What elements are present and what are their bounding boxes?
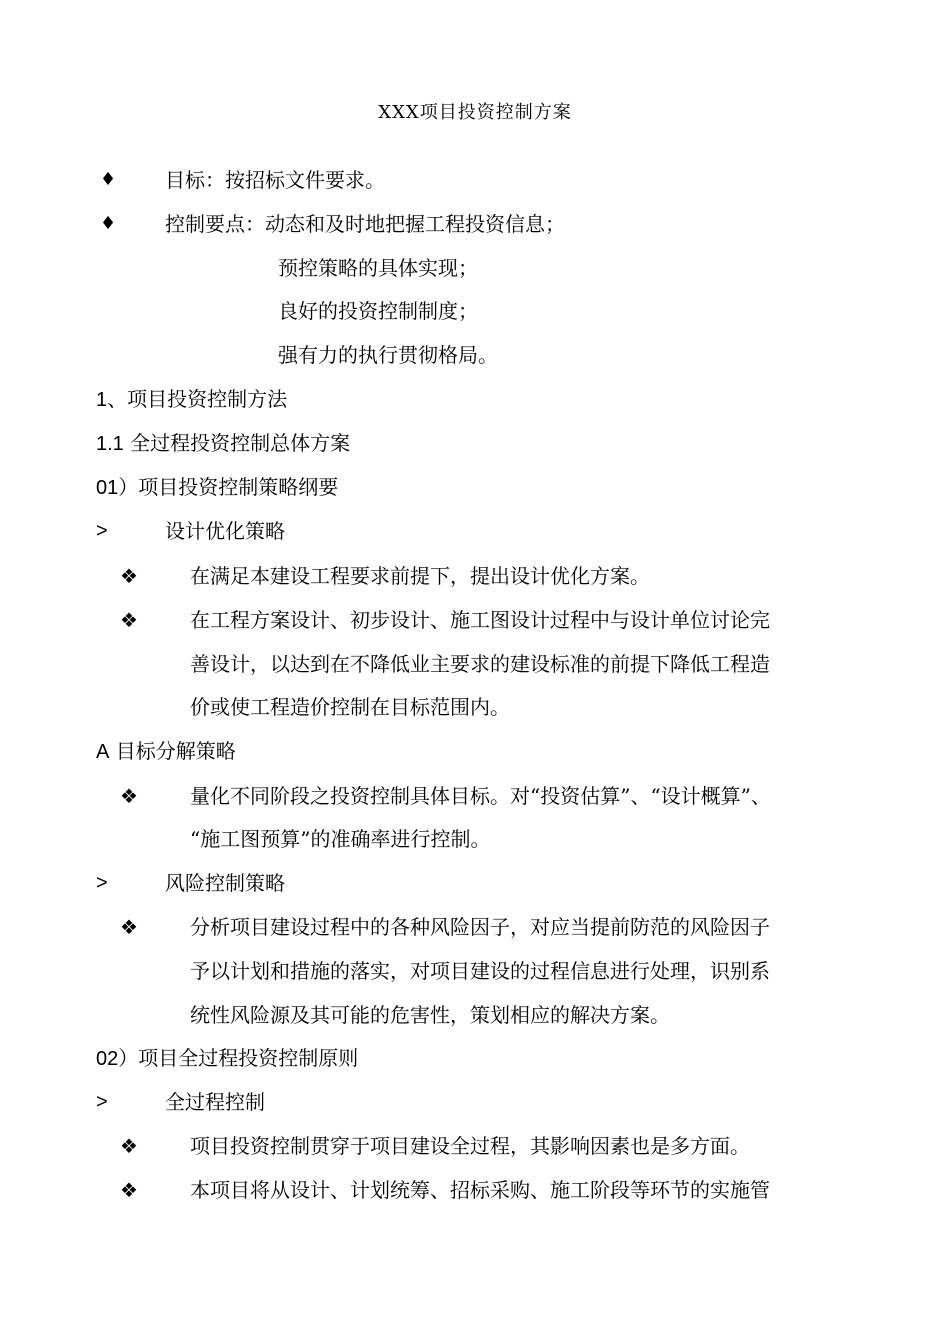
star-bullet-icon: ❖	[120, 915, 138, 939]
design-opt-heading: 设计优化策略	[165, 519, 285, 543]
heading-text: 目标分解策略	[109, 739, 236, 763]
control-point-3: 强有力的执行贯彻格局。	[278, 343, 498, 367]
gt-bullet-icon: >	[96, 520, 108, 542]
star-bullet-icon: ❖	[120, 784, 138, 808]
gt-bullet-icon: >	[96, 1091, 108, 1113]
full-process-item-2: 本项目将从设计、计划统筹、招标采购、施工阶段等环节的实施管	[190, 1178, 770, 1202]
section-title: 全过程投资控制总体方案	[123, 431, 351, 455]
risk-line-1: 分析项目建设过程中的各种风险因子，对应当提前防范的风险因子	[190, 915, 770, 939]
control-point-1: 预控策略的具体实现；	[278, 256, 478, 280]
section-1-1-heading	[96, 431, 350, 456]
page-title: XXX项目投资控制方案	[378, 102, 572, 123]
target-decomp-heading	[96, 739, 236, 764]
subsection-02-heading	[96, 1046, 358, 1071]
gt-bullet-icon: >	[96, 872, 108, 894]
goal-text: 目标：按招标文件要求。	[165, 168, 385, 192]
subsection-title: ）项目投资控制策略纲要	[118, 475, 339, 499]
risk-line-3: 统性风险源及其可能的危害性，策划相应的解决方案。	[190, 1003, 670, 1027]
risk-heading: 风险控制策略	[165, 871, 285, 895]
section-title: 、项目投资控制方法	[107, 387, 288, 411]
subsection-number: 02	[96, 1048, 119, 1070]
section-number: 1	[96, 389, 108, 411]
design-opt-item-1: 在满足本建设工程要求前提下，提出设计优化方案。	[190, 564, 650, 588]
star-bullet-icon: ❖	[120, 608, 138, 632]
section-number: 1.1	[96, 433, 124, 455]
target-decomp-line-1: 量化不同阶段之投资控制具体目标。对“投资估算”、“设计概算”、	[190, 784, 771, 808]
star-bullet-icon: ❖	[120, 1178, 138, 1202]
diamond-bullet-icon: ♦	[100, 213, 117, 234]
subsection-number: 01	[96, 477, 119, 499]
subsection-title: ）项目全过程投资控制原则	[118, 1046, 359, 1070]
star-bullet-icon: ❖	[120, 1134, 138, 1158]
subsection-01-heading	[96, 475, 338, 500]
design-opt-item-2-line-3: 价或使工程造价控制在目标范围内。	[190, 695, 510, 719]
heading-letter: A	[96, 741, 110, 763]
full-process-item-1: 项目投资控制贯穿于项目建设全过程，其影响因素也是多方面。	[190, 1134, 750, 1158]
full-process-heading: 全过程控制	[165, 1090, 265, 1114]
risk-line-2: 予以计划和措施的落实，对项目建设的过程信息进行处理，识别系	[190, 959, 770, 983]
control-points-lead: 控制要点：动态和及时地把握工程投资信息；	[165, 212, 565, 236]
star-bullet-icon: ❖	[120, 564, 138, 588]
design-opt-item-2-line-1: 在工程方案设计、初步设计、施工图设计过程中与设计单位讨论完	[190, 608, 770, 632]
control-point-2: 良好的投资控制制度；	[278, 299, 478, 323]
diamond-bullet-icon: ♦	[100, 169, 117, 190]
section-1-heading	[96, 387, 287, 412]
design-opt-item-2-line-2: 善设计，以达到在不降低业主要求的建设标准的前提下降低工程造	[190, 652, 770, 676]
target-decomp-line-2: “施工图预算”的准确率进行控制。	[190, 827, 491, 851]
